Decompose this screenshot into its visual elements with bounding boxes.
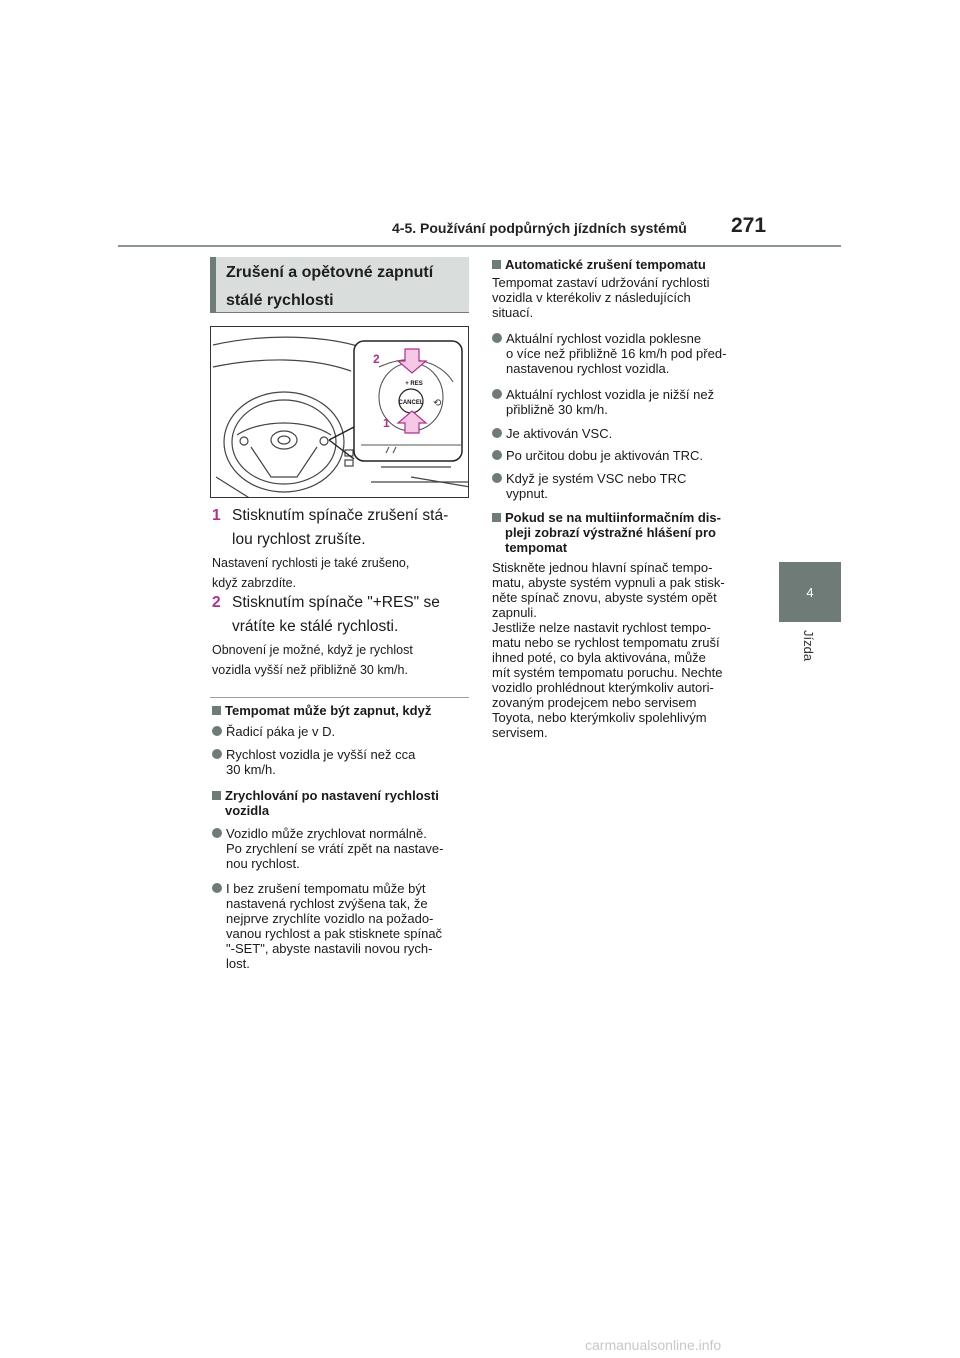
- step-text-line: Stisknutím spínače "+RES" se: [232, 594, 440, 611]
- bullet-text: Řadicí páka je v D.: [226, 724, 336, 739]
- bullet-line: I bez zrušení tempomatu může být: [226, 881, 426, 896]
- paragraph-line: něte spínač znovu, abyste systém opět: [492, 590, 717, 605]
- bullet-item: [212, 747, 472, 779]
- bullet-text: [226, 747, 415, 777]
- bullet-dot-icon: [212, 726, 222, 736]
- bullet-item: [492, 387, 762, 419]
- square-bullet-icon: [212, 706, 221, 715]
- square-bullet-icon: [212, 791, 221, 800]
- bullet-dot-icon: [492, 333, 502, 343]
- bullet-line: Aktuální rychlost vozidla je nižší než: [506, 387, 715, 402]
- heading-text: Zrychlování po nastavení rychlosti: [225, 788, 439, 803]
- square-bullet-icon: [492, 513, 501, 522]
- button-cancel-text: CANCEL: [398, 400, 424, 406]
- paragraph-line: servisem.: [492, 725, 548, 740]
- heading-text: Tempomat může být zapnut, když: [225, 703, 432, 718]
- note-line: Obnovení je možné, když je rychlost: [212, 643, 413, 657]
- steering-wheel-drawing: [211, 327, 469, 498]
- bullet-line: Vozidlo může zrychlovat normálně.: [226, 826, 427, 841]
- bullet-line: Aktuální rychlost vozidla poklesne: [506, 331, 702, 346]
- button-res-text: + RES: [405, 381, 423, 387]
- bullet-dot-icon: [212, 883, 222, 893]
- paragraph-warning: [492, 560, 762, 740]
- bullet-item: [212, 881, 472, 973]
- paragraph-line: zovaným prodejcem nebo servisem: [492, 695, 697, 710]
- bullet-line: 30 km/h.: [226, 762, 276, 777]
- callout-1: 1: [383, 416, 390, 430]
- bullet-line: přibližně 30 km/h.: [506, 402, 608, 417]
- paragraph-line: zapnuli.: [492, 605, 537, 620]
- paragraph-line: Toyota, nebo kterýmkoliv spolehlivým: [492, 710, 707, 725]
- paragraph-auto-cancel: [492, 275, 762, 320]
- running-header: 4-5. Používání podpůrných jízdních systémů: [392, 220, 687, 236]
- section-underline: [210, 312, 469, 313]
- paragraph-line: Tempomat zastaví udržování rychlosti: [492, 275, 710, 290]
- step-number: 1: [212, 507, 221, 524]
- note-line: když zabrzdíte.: [212, 576, 297, 590]
- step-2: [212, 591, 472, 639]
- chapter-tab: [779, 562, 841, 622]
- paragraph-line: ihned poté, co byla aktivována, může: [492, 650, 706, 665]
- note-line: Nastavení rychlosti je také zrušeno,: [212, 556, 410, 570]
- heading-warning: [492, 510, 762, 555]
- bullet-line: nastavenou rychlost vozidla.: [506, 361, 670, 376]
- chapter-number: 4: [806, 584, 814, 600]
- heading-text: Automatické zrušení tempomatu: [505, 257, 706, 272]
- bullet-text: [226, 881, 442, 971]
- bullet-line: nejprve zrychlíte vozidlo na požado-: [226, 911, 434, 926]
- section-title: [210, 257, 469, 313]
- heading-text: Pokud se na multiinformačním dis-: [505, 510, 721, 525]
- bullet-line: Když je systém VSC nebo TRC: [506, 471, 687, 486]
- steering-wheel-illustration: [210, 326, 469, 498]
- callout-2: 2: [373, 352, 380, 366]
- cruise-icon: ⟲: [433, 398, 442, 409]
- bullet-text: [506, 387, 714, 417]
- chapter-label: Jízda: [801, 630, 816, 662]
- bullet-dot-icon: [492, 473, 502, 483]
- step-text-line: Stisknutím spínače zrušení stá-: [232, 507, 449, 524]
- bullet-line: Po zrychlení se vrátí zpět na nastave-: [226, 841, 444, 856]
- bullet-item: [492, 331, 762, 377]
- bullet-dot-icon: [492, 389, 502, 399]
- paragraph-line: vozidla v kterékoliv z následujících: [492, 290, 691, 305]
- step-1-note: [212, 553, 472, 593]
- step-number: 2: [212, 594, 221, 611]
- page-number: 271: [731, 214, 767, 237]
- bullet-item: [492, 471, 762, 503]
- bullet-line: "-SET", abyste nastavili novou rych-: [226, 941, 433, 956]
- note-line: vozidla vyšší než přibližně 30 km/h.: [212, 663, 408, 677]
- watermark: carmanualsonline.info: [585, 1337, 722, 1353]
- step-text: [232, 504, 472, 552]
- section-title-line1: Zrušení a opětovné zapnutí: [226, 264, 434, 281]
- step-text: [232, 591, 472, 639]
- heading-text: tempomat: [505, 540, 568, 555]
- heading-accel: [212, 788, 472, 818]
- paragraph-line: matu nebo se rychlost tempomatu zruší: [492, 635, 720, 650]
- paragraph-line: mít systém tempomatu poruchu. Nechte: [492, 665, 723, 680]
- bullet-text: Po určitou dobu je aktivován TRC.: [506, 448, 704, 463]
- bullet-item: [492, 426, 762, 442]
- bullet-line: nou rychlost.: [226, 856, 300, 871]
- paragraph-line: vozidlo prohlédnout kterýmkoliv autori-: [492, 680, 714, 695]
- bullet-dot-icon: [492, 450, 502, 460]
- paragraph-line: Stiskněte jednou hlavní spínač tempo-: [492, 560, 713, 575]
- bullet-text: [506, 331, 726, 376]
- section-title-line2: stálé rychlosti: [226, 292, 334, 309]
- bullet-item: [492, 448, 762, 464]
- square-bullet-icon: [492, 260, 501, 269]
- heading-text: pleji zobrazí výstražné hlášení pro: [505, 525, 716, 540]
- bullet-line: o více než přibližně 16 km/h pod před-: [506, 346, 727, 361]
- step-text-line: lou rychlost zrušíte.: [232, 531, 366, 548]
- bullet-line: nastavená rychlost zvýšena tak, že: [226, 896, 428, 911]
- bullet-item: [212, 826, 472, 872]
- bullet-line: lost.: [226, 956, 250, 971]
- step-text-line: vrátíte ke stálé rychlosti.: [232, 618, 399, 635]
- step-1: [212, 504, 472, 552]
- paragraph-line: matu, abyste systém vypnuli a pak stisk-: [492, 575, 725, 590]
- bullet-item: [212, 724, 472, 740]
- bullet-dot-icon: [212, 828, 222, 838]
- bullet-text: Je aktivován VSC.: [506, 426, 613, 441]
- heading-tempomat: [212, 703, 472, 718]
- paragraph-line: situací.: [492, 305, 534, 320]
- bullet-line: vanou rychlost a pak stisknete spínač: [226, 926, 443, 941]
- bullet-line: vypnut.: [506, 486, 548, 501]
- paragraph-line: Jestliže nelze nastavit rychlost tempo-: [492, 620, 711, 635]
- header-rule: [118, 245, 841, 247]
- step-2-note: [212, 640, 472, 680]
- bullet-text: [506, 471, 686, 501]
- divider: [210, 697, 469, 698]
- bullet-line: Rychlost vozidla je vyšší než cca: [226, 747, 416, 762]
- bullet-dot-icon: [212, 749, 222, 759]
- bullet-dot-icon: [492, 428, 502, 438]
- heading-text: vozidla: [225, 803, 270, 818]
- bullet-text: [226, 826, 444, 871]
- heading-auto-cancel: [492, 257, 762, 272]
